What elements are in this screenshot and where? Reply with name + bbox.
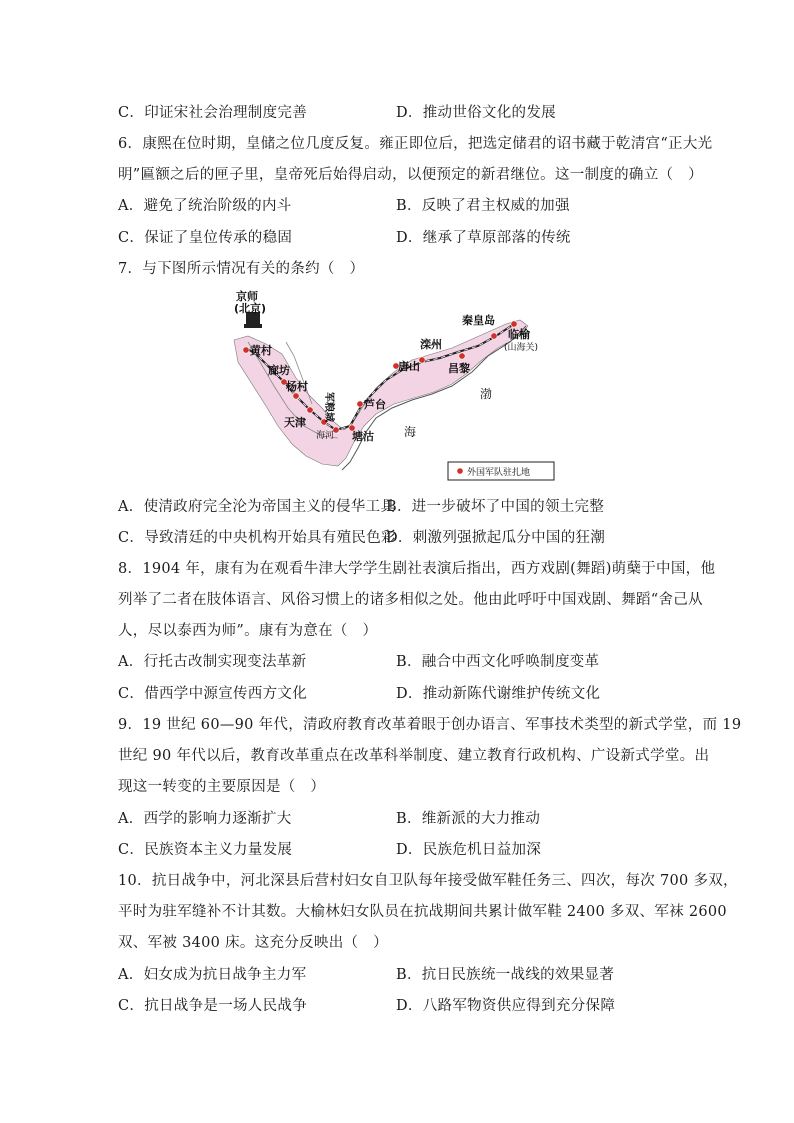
capital-sub-label: (北京) [234, 302, 267, 315]
station-dot [243, 347, 249, 353]
q9-stem-line3: 现这一转变的主要原因是（ ） [118, 779, 326, 795]
q10-option-d[interactable]: D．八路军物资供应得到充分保障 [396, 998, 616, 1014]
place-langfang: 廊坊 [268, 364, 290, 377]
place-junliangcheng: 军粮城 [323, 392, 334, 422]
place-yangcun: 杨村 [286, 380, 308, 393]
q10-option-b[interactable]: B．抗日民族统一战线的效果显著 [396, 967, 615, 983]
place-tangshan: 唐山 [398, 360, 420, 373]
q7-option-a[interactable]: A．使清政府完全沦为帝国主义的侵华工具 [118, 499, 396, 515]
q10-stem-line3: 双、军被 3400 床。这充分反映出（ ） [118, 935, 388, 951]
legend-label: 外国军队驻扎地 [467, 468, 531, 478]
q10-stem-line1: 10．抗日战争中，河北深县后营村妇女自卫队每年接受做军鞋任务三、四次，每次 700 多双， [118, 873, 738, 889]
q9-stem-line2: 世纪 90 年代以后，教育改革重点在改革科举制度、建立教育行政机构、广设新式学堂。出 [118, 748, 710, 764]
q6-option-c[interactable]: C．保证了皇位传承的稳固 [118, 230, 293, 246]
place-shanhaiguan: (山海关) [504, 343, 539, 353]
station-dot [307, 407, 313, 413]
q7-option-c[interactable]: C．导致清廷的中央机构开始具有殖民色彩 [118, 530, 396, 546]
q7-map [226, 290, 578, 482]
q10-stem-line2: 平时为驻军缝补不计其数。大榆林妇女队员在抗战期间共累计做军鞋 2400 多双、军袜 2600 [118, 904, 727, 920]
legend-dot [457, 468, 463, 474]
q6-stem-line1: 6．康熙在位时期，皇储之位几度反复。雍正即位后，把选定储君的诏书藏于乾清宫“正大光 [118, 136, 713, 152]
q8-option-d[interactable]: D．推动新陈代谢维护传统文化 [396, 686, 601, 702]
station-dot [293, 393, 299, 399]
q9-option-d[interactable]: D．民族危机日益加深 [396, 842, 542, 858]
q10-option-c[interactable]: C．抗日战争是一场人民战争 [118, 998, 307, 1014]
place-linyu: 临榆 [508, 328, 530, 341]
place-lutai: 芦台 [364, 398, 386, 411]
q6-stem-line2: 明”匾额之后的匣子里，皇帝死后始得启动，以便预定的新君继位。这一制度的确立（ ） [118, 167, 703, 183]
q10-option-a[interactable]: A．妇女成为抗日战争主力军 [118, 967, 307, 983]
q9-option-a[interactable]: A．西学的影响力逐渐扩大 [118, 811, 292, 827]
q9-option-c[interactable]: C．民族资本主义力量发展 [118, 842, 293, 858]
q8-option-b[interactable]: B．融合中西文化呼唤制度变革 [396, 654, 600, 670]
q8-stem-line2: 列举了二者在肢体语言、风俗习惯上的诸多相似之处。他由此呼吁中国戏剧、舞蹈“舍己从 [118, 592, 703, 608]
q8-stem-line3: 人，尽以泰西为师”。康有为意在（ ） [118, 623, 378, 639]
place-changli: 昌黎 [448, 362, 470, 375]
q6-option-d[interactable]: D．继承了草原部落的传统 [396, 230, 571, 246]
q5-option-d[interactable]: D．推动世俗文化的发展 [396, 105, 556, 121]
place-tanggu: 塘沽 [352, 430, 374, 443]
station-dot [511, 321, 517, 327]
place-tianjin: 天津 [284, 416, 306, 429]
place-qinhuangdao: 秦皇岛 [462, 314, 495, 327]
river-label: 海河 [316, 431, 335, 441]
station-dot [357, 401, 363, 407]
place-huangcun: 黄村 [250, 344, 272, 357]
q7-stem: 7．与下图所示情况有关的条约（ ） [118, 261, 365, 277]
sea-label-bo: 渤 [480, 387, 493, 401]
q8-option-a[interactable]: A．行托古改制实现变法革新 [118, 654, 307, 670]
q6-option-b[interactable]: B．反映了君主权威的加强 [396, 198, 570, 214]
q9-stem-line1: 9．19 世纪 60—90 年代，清政府教育改革着眼于创办语言、军事技术类型的新式学堂，而 19 [118, 717, 742, 733]
q9-option-b[interactable]: B．维新派的大力推动 [396, 811, 541, 827]
capital-label: 京师 [236, 290, 258, 303]
q8-stem-line1: 8．1904 年，康有为在观看牛津大学学生剧社表演后指出，西方戏剧(舞蹈)萌蘖于中国，他 [118, 561, 716, 577]
q6-option-a[interactable]: A．避免了统治阶级的内斗 [118, 198, 292, 214]
station-dot [459, 353, 465, 359]
place-luanzhou: 滦州 [420, 338, 442, 351]
q7-option-d[interactable]: D．刺激列强掀起瓜分中国的狂潮 [386, 530, 606, 546]
q5-option-c[interactable]: C．印证宋社会治理制度完善 [118, 105, 307, 121]
q8-option-c[interactable]: C．借西学中源宣传西方文化 [118, 686, 307, 702]
q7-option-b[interactable]: B．进一步破坏了中国的领土完整 [386, 499, 605, 515]
station-dot [491, 333, 497, 339]
sea-label-hai: 海 [404, 425, 417, 439]
